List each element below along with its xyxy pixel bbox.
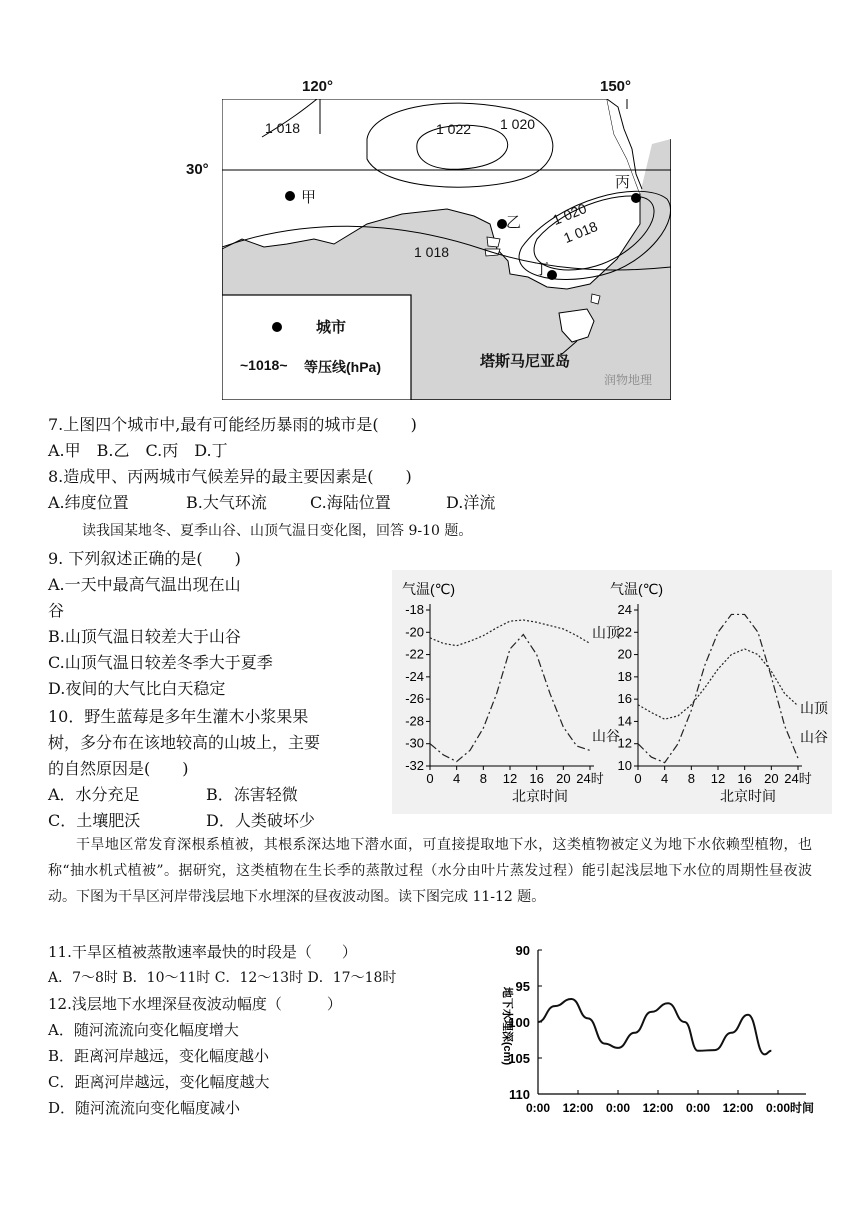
gw-y-tick-label: 110 <box>509 1087 530 1102</box>
q9-text: 9. 下列叙述正确的是( ) <box>48 549 241 568</box>
q8-option-a: A.纬度位置 <box>48 493 129 512</box>
gulf-island <box>487 237 500 247</box>
summer-x-tick-label: 12 <box>710 771 726 786</box>
q10-line-3: 的自然原因是( ) <box>48 759 189 778</box>
small-island <box>591 294 600 304</box>
gw-xlabel: 时间 <box>789 1101 815 1115</box>
winter-y-tick-label: -22 <box>405 646 424 662</box>
gw-x-tick-label: 0:00 <box>765 1101 791 1115</box>
q10-line-1: 10．野生蓝莓是多年生灌木小浆果果 <box>48 707 309 726</box>
isobar-label-1018-b: 1 018 <box>561 218 600 246</box>
winter-x-tick-label: 4 <box>453 771 461 786</box>
city-ding-label: 丁 <box>534 260 550 278</box>
winter-x-tick-label: 20 <box>556 771 571 786</box>
summer-y-tick-label: 22 <box>617 624 632 640</box>
city-bing-dot <box>631 193 641 203</box>
lon-120-label: 120° <box>302 78 334 95</box>
summer-y-tick-label: 24 <box>617 602 632 617</box>
legend-city-label: 城市 <box>316 318 347 336</box>
winter-series-label: 山顶 <box>592 624 620 641</box>
summer-y-tick-label: 16 <box>617 691 632 707</box>
gw-ylabel: 地下水埋深(cm) <box>501 986 513 1066</box>
q8-option-b: B.大气环流 <box>186 493 267 512</box>
winter-y-tick-label: -28 <box>405 713 424 729</box>
gw-x-tick-label: 0:00 <box>605 1101 631 1115</box>
summer-x-tick-label: 8 <box>687 771 695 786</box>
summer-y-tick-label: 10 <box>617 758 632 773</box>
q12-option-c: C．距离河岸越远，变化幅度越大 <box>48 1073 270 1091</box>
winter-xlabel: 北京时间 <box>512 788 568 804</box>
summer-series-label: 山谷 <box>800 729 828 746</box>
city-jia-label: 甲 <box>301 188 317 206</box>
q10-option-c: C．土壤肥沃 <box>48 811 141 830</box>
city-jia-dot <box>285 191 295 201</box>
q8-option-d: D.洋流 <box>446 493 496 512</box>
map-legend <box>222 295 411 400</box>
gw-y-tick-label: 90 <box>515 943 530 958</box>
winter-y-tick-label: -26 <box>405 691 424 707</box>
q9-option-a-1: A.一天中最高气温出现在山 <box>48 575 241 594</box>
legend-isobar-symbol: ~1018~ <box>240 357 288 373</box>
city-yi-label: 乙 <box>506 213 522 231</box>
lat-30-label: 30° <box>186 161 209 178</box>
gw-x-tick-label: 12:00 <box>722 1101 754 1115</box>
intro-9-10: 读我国某地冬、夏季山谷、山顶气温日变化图，回答 9-10 题。 <box>82 523 473 539</box>
gw-x-tick-label: 12:00 <box>562 1101 594 1115</box>
winter-y-tick-label: -18 <box>405 602 424 617</box>
isobar-label-1018-a: 1 018 <box>265 120 301 136</box>
winter-series-label: 山谷 <box>592 727 620 744</box>
legend-isobar-label: 等压线(hPa) <box>304 359 381 375</box>
isobar-label-1022: 1 022 <box>436 121 472 137</box>
q9-option-c: C.山顶气温日较差冬季大于夏季 <box>48 653 273 672</box>
isobar-label-1020-b: 1 020 <box>550 200 589 228</box>
summer-x-tick-label: 24时 <box>784 771 812 786</box>
winter-ylabel: 气温(℃) <box>402 581 456 597</box>
legend-city-dot <box>272 322 282 332</box>
q9-option-a-2: 谷 <box>48 601 65 620</box>
q8-option-c: C.海陆位置 <box>310 493 391 512</box>
gw-y-tick-label: 100 <box>508 1015 530 1030</box>
winter-x-tick-label: 8 <box>479 771 487 786</box>
summer-x-tick-label: 16 <box>737 771 752 786</box>
q12-text: 12.浅层地下水埋深昼夜波动幅度（ ） <box>48 995 342 1013</box>
city-bing-label: 丙 <box>615 173 631 191</box>
gw-x-tick-label: 0:00 <box>685 1101 711 1115</box>
q12-option-b: B．距离河岸越远，变化幅度越小 <box>48 1047 270 1065</box>
summer-x-tick-label: 0 <box>634 771 642 786</box>
summer-x-tick-label: 20 <box>764 771 779 786</box>
q7-text: 7.上图四个城市中,最有可能经历暴雨的城市是( ) <box>48 415 417 434</box>
summer-y-tick-label: 18 <box>617 668 632 684</box>
summer-xlabel: 北京时间 <box>720 788 776 804</box>
q8-text: 8.造成甲、丙两城市气候差异的最主要因素是( ) <box>48 467 412 486</box>
winter-x-tick-label: 12 <box>502 771 518 786</box>
winter-y-tick-label: -32 <box>405 758 424 773</box>
q7-options: A.甲 B.乙 C.丙 D.丁 <box>48 441 228 460</box>
lon-150-label: 150° <box>600 78 632 95</box>
tasmania-label: 塔斯马尼亚岛 <box>480 352 571 370</box>
temperature-charts <box>392 570 832 814</box>
winter-y-tick-label: -30 <box>405 735 424 751</box>
winter-x-tick-label: 16 <box>529 771 544 786</box>
watermark: 润物地理 <box>604 373 653 387</box>
winter-x-tick-label: 0 <box>426 771 434 786</box>
q10-option-d: D．人类破坏少 <box>206 811 315 830</box>
isobar-label-1020-a: 1 020 <box>500 116 536 132</box>
q11-options: A．7～8时 B．10～11时 C．12～13时 D．17～18时 <box>48 970 397 986</box>
summer-series-label: 山顶 <box>800 700 828 717</box>
paragraph-11-12: 干旱地区常发育深根系植被，其根系深达地下潜水面，可直接提取地下水，这类植物被定义为地下水依赖型植物，也称“抽水机式植被”。据研究，这类植物在生长季的蒸散过程（水分由叶片蒸发过程）能引起浅层地下水位的周期性昼夜波动。下图为干旱区河岸带浅层地下水埋深的昼夜波动图。读下图完成 11-12 题。 <box>48 837 812 905</box>
summer-x-tick-label: 4 <box>661 771 669 786</box>
gw-y-tick-label: 95 <box>515 979 530 994</box>
q10-line-2: 树，多分布在该地较高的山坡上，主要 <box>48 733 321 752</box>
gw-x-tick-label: 0:00 <box>525 1101 551 1115</box>
gw-y-tick-label: 105 <box>508 1051 530 1066</box>
q10-option-b: B．冻害轻微 <box>206 785 298 804</box>
q11-text: 11.干旱区植被蒸散速率最快的时段是（ ） <box>48 943 357 961</box>
groundwater-chart <box>488 936 818 1126</box>
summer-y-tick-label: 20 <box>617 646 632 662</box>
q12-option-a: A．随河流流向变化幅度增大 <box>48 1021 239 1039</box>
q12-option-d: D．随河流流向变化幅度减小 <box>48 1099 241 1117</box>
q9-option-d: D.夜间的大气比白天稳定 <box>48 679 226 698</box>
q10-option-a: A．水分充足 <box>48 785 140 804</box>
winter-y-tick-label: -24 <box>405 668 424 684</box>
winter-x-tick-label: 24时 <box>576 771 604 786</box>
summer-y-tick-label: 12 <box>617 735 632 751</box>
summer-y-tick-label: 14 <box>617 713 632 729</box>
summer-ylabel: 气温(℃) <box>610 581 664 597</box>
q9-option-b: B.山顶气温日较差大于山谷 <box>48 627 241 646</box>
winter-y-tick-label: -20 <box>405 624 424 640</box>
gw-series-line <box>538 999 771 1054</box>
gw-x-tick-label: 12:00 <box>642 1101 674 1115</box>
isobar-label-1018-c: 1 018 <box>414 244 450 260</box>
